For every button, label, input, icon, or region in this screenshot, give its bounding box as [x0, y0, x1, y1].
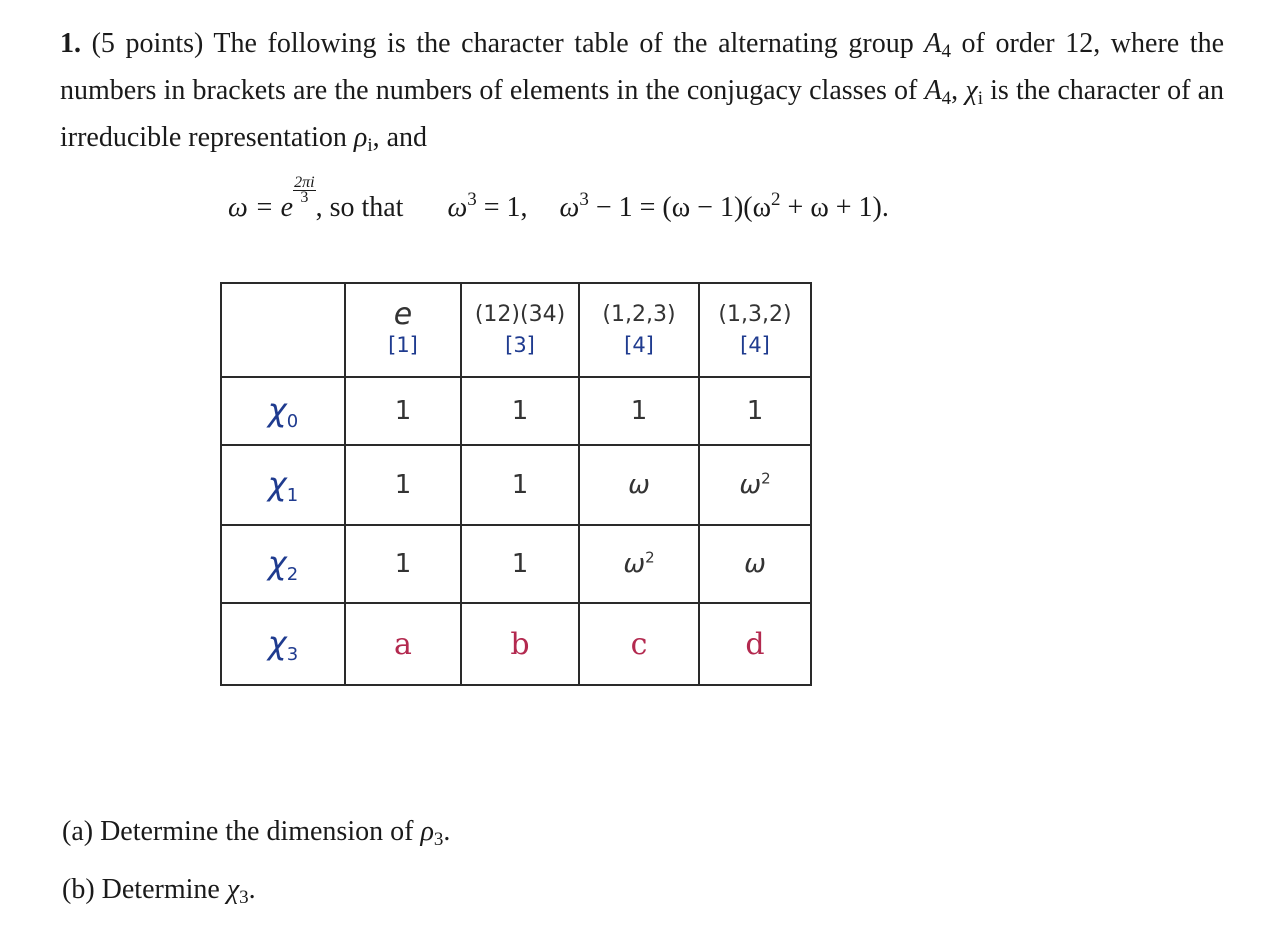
- eq1-omega: ω: [447, 192, 468, 223]
- unknown-b: b: [461, 603, 579, 685]
- question-b-text: (b) Determine: [62, 874, 227, 905]
- corner-cell: [221, 283, 345, 377]
- unknown-a: a: [345, 603, 461, 685]
- problem-number: 1.: [60, 28, 81, 59]
- row-label: [221, 525, 345, 603]
- intro-text-3a: classes of: [809, 75, 925, 106]
- question-a-end: .: [443, 816, 451, 847]
- table-row: [221, 603, 811, 685]
- class-label: e: [393, 297, 413, 332]
- table-cell: [699, 525, 811, 603]
- table-cell: 1: [345, 525, 461, 603]
- table-row: [221, 445, 811, 525]
- table-cell: [579, 525, 699, 603]
- eq2-end: + ω + 1).: [780, 192, 889, 223]
- group-symbol-2: A: [924, 75, 942, 106]
- chi-index: i: [977, 88, 983, 109]
- intro-text-1b: of order: [950, 28, 1055, 59]
- table-cell: 1: [461, 377, 579, 445]
- class-count: [4]: [624, 333, 654, 357]
- eq2-power-2: 2: [771, 189, 781, 210]
- table-cell: [699, 445, 811, 525]
- eq2-omega: ω: [559, 192, 580, 223]
- chi-subscript: 3: [239, 887, 249, 908]
- chi-symbol: χ3: [267, 623, 299, 665]
- intro-text-3c: is the character of an irreducible representation: [60, 75, 1225, 153]
- question-b-end: .: [248, 874, 256, 905]
- exponent-denominator: 3: [300, 189, 309, 206]
- intro-text-3d: , and: [372, 122, 428, 153]
- formula-so-that: , so that: [315, 192, 404, 223]
- row-label: [221, 603, 345, 685]
- class-count: [1]: [388, 333, 418, 357]
- chi-symbol: χ1: [267, 464, 299, 506]
- intro-text-1a: (5 points) The following is the character table of the alternating group: [91, 28, 925, 59]
- table-cell: 1: [345, 377, 461, 445]
- eq2-middle: − 1 = (ω − 1)(ω: [588, 192, 772, 223]
- omega-squared-value: $\omega^2$: [739, 469, 771, 501]
- chi-symbol: χ0: [267, 390, 299, 432]
- question-a-text: (a) Determine the dimension of: [62, 816, 421, 847]
- header-class-132: [699, 283, 811, 377]
- table-row: [221, 377, 811, 445]
- table-header-row: [221, 283, 811, 377]
- header-class-double-transposition: [461, 283, 579, 377]
- chi-symbol: χ: [965, 75, 978, 106]
- class-label: (12)(34): [474, 302, 566, 327]
- chi-symbol: χ: [226, 874, 240, 905]
- question-b: [62, 874, 256, 909]
- formula-lhs: ω = e: [228, 192, 294, 223]
- eq2-power: 3: [579, 189, 589, 210]
- table-cell: 1: [345, 445, 461, 525]
- eq1-power: 3: [467, 189, 477, 210]
- omega-value: ω: [744, 549, 766, 579]
- class-count: [4]: [740, 333, 770, 357]
- problem-statement: [60, 24, 1224, 165]
- table-row: [221, 525, 811, 603]
- character-table: [220, 282, 812, 686]
- class-label: (1,2,3): [602, 302, 676, 327]
- class-count: [3]: [505, 333, 535, 357]
- table-cell: 1: [699, 377, 811, 445]
- table-cell: 1: [461, 445, 579, 525]
- row-label: [221, 377, 345, 445]
- group-subscript-2: 4: [941, 88, 952, 109]
- rho-symbol: ρ: [353, 122, 368, 153]
- rho-subscript: 3: [433, 829, 444, 850]
- table-cell: 1: [579, 377, 699, 445]
- omega-value: ω: [628, 470, 650, 500]
- question-a: [62, 816, 450, 851]
- intro-text-2: 12, where the numbers in brackets are the numbers of elements in the conjugacy: [60, 28, 1225, 106]
- row-label: [221, 445, 345, 525]
- eq1-rhs: = 1,: [476, 192, 528, 223]
- chi-symbol: χ2: [267, 543, 299, 585]
- omega-squared-value: $\omega^2$: [623, 548, 655, 580]
- formula-exponent: [293, 176, 315, 205]
- class-label: (1,3,2): [718, 302, 792, 327]
- intro-text-3b: ,: [951, 75, 966, 106]
- group-subscript: 4: [941, 41, 951, 62]
- header-class-e: [345, 283, 461, 377]
- exponent-numerator: 2πi: [294, 174, 315, 191]
- header-class-123: [579, 283, 699, 377]
- group-symbol: A: [924, 28, 942, 59]
- rho-symbol: ρ: [420, 816, 434, 847]
- table-cell: 1: [461, 525, 579, 603]
- unknown-d: d: [699, 603, 811, 685]
- table-cell: [579, 445, 699, 525]
- rho-index: i: [367, 135, 373, 156]
- omega-formula: [228, 176, 889, 224]
- unknown-c: c: [579, 603, 699, 685]
